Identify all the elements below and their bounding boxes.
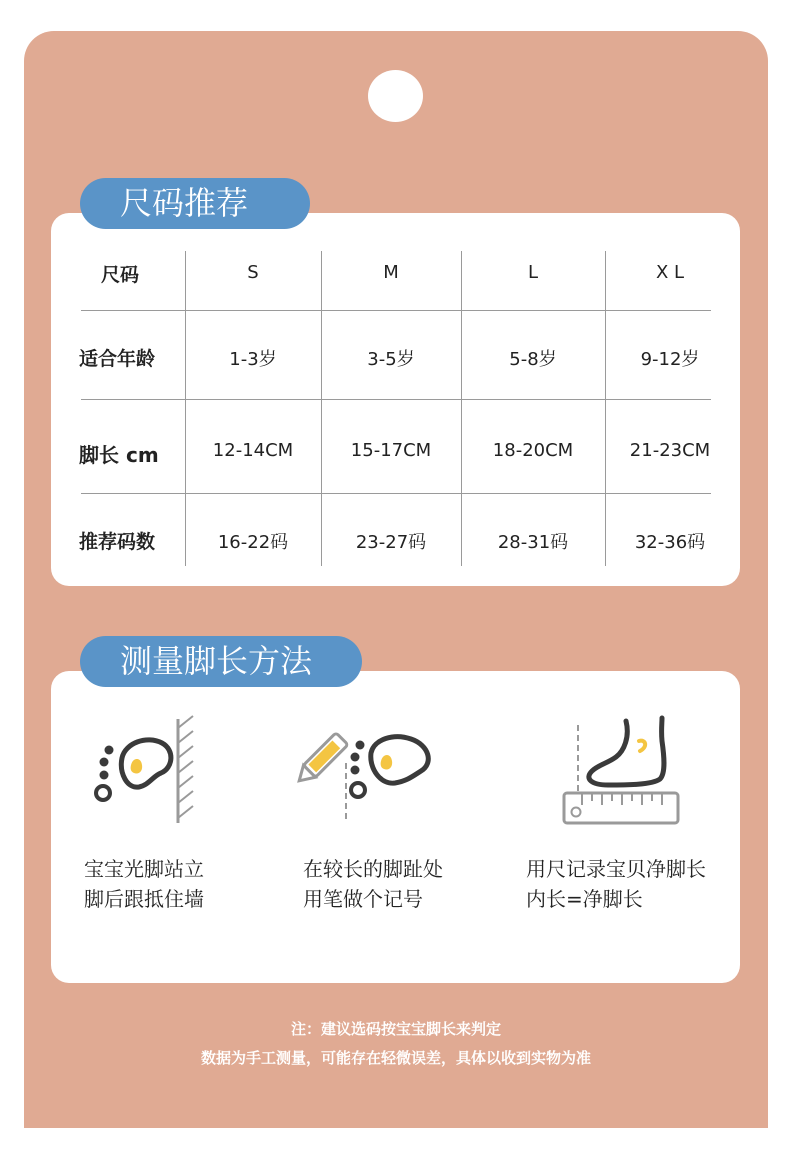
- table-divider: [81, 493, 711, 494]
- table-divider: [81, 399, 711, 400]
- size-table: [51, 213, 740, 586]
- note-line-2: 数据为手工测量，可能存在轻微误差，具体以收到实物为准: [200, 1049, 591, 1067]
- table-divider: [321, 251, 322, 566]
- table-cell: 18-20CM: [492, 440, 574, 461]
- table-divider: [185, 251, 186, 566]
- row-label-foot-length: 脚长 cm: [79, 443, 159, 467]
- step-2-line-2: 用笔做个记号: [303, 887, 423, 911]
- size-header-s: S: [247, 262, 259, 283]
- measure-method-title: 测量脚长方法: [80, 636, 362, 687]
- foot-ruler-icon: [556, 713, 691, 828]
- table-header-label: 尺码: [101, 264, 140, 286]
- measure-steps-panel: [51, 671, 740, 983]
- pencil-mark-toe-icon: [289, 723, 449, 828]
- table-divider: [81, 310, 711, 311]
- table-cell: 15-17CM: [350, 440, 432, 461]
- table-cell: 1-3岁: [229, 349, 277, 370]
- table-divider: [605, 251, 606, 566]
- step-3-line-1: 用尺记录宝贝净脚长: [526, 857, 706, 881]
- size-header-xl: X L: [655, 262, 685, 283]
- table-cell: 21-23CM: [629, 440, 711, 461]
- table-cell: 16-22码: [217, 532, 289, 553]
- foot-against-wall-icon: [87, 713, 207, 828]
- table-cell: 32-36码: [634, 532, 706, 553]
- size-recommendation-title: 尺码推荐: [80, 178, 310, 229]
- size-header-m: M: [383, 262, 399, 283]
- table-cell: 5-8岁: [509, 349, 557, 370]
- row-label-recommended-size: 推荐码数: [79, 531, 156, 553]
- size-header-l: L: [527, 262, 539, 283]
- table-divider: [461, 251, 462, 566]
- table-cell: 12-14CM: [212, 440, 294, 461]
- table-cell: 28-31码: [497, 532, 569, 553]
- note-line-1: 注：建议选码按宝宝脚长来判定: [290, 1020, 501, 1038]
- step-1-line-1: 宝宝光脚站立: [84, 857, 204, 881]
- size-table-panel: [51, 213, 740, 586]
- step-3-line-2: 内长=净脚长: [526, 887, 643, 911]
- table-cell: 3-5岁: [367, 349, 415, 370]
- hang-hole: [368, 70, 423, 122]
- table-cell: 23-27码: [355, 532, 427, 553]
- step-1-line-2: 脚后跟抵住墙: [84, 887, 204, 911]
- row-label-age: 适合年龄: [79, 348, 156, 370]
- step-2-line-1: 在较长的脚趾处: [303, 857, 443, 881]
- table-cell: 9-12岁: [640, 349, 700, 370]
